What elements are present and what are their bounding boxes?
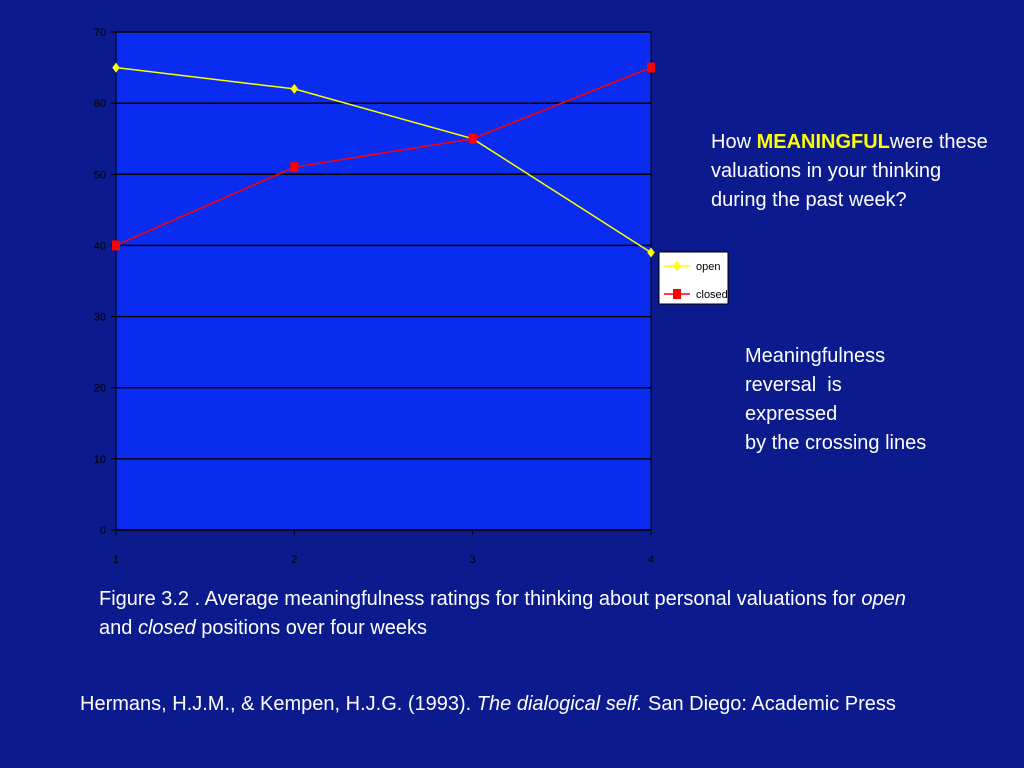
y-tick-label: 70	[93, 27, 106, 39]
y-tick-label: 30	[93, 311, 106, 324]
question-emphasis: MEANINGFUL	[756, 131, 890, 153]
y-tick-label: 20	[93, 382, 106, 395]
caption-italic-open: open	[861, 588, 906, 610]
x-tick-label: 3	[469, 554, 476, 566]
note-line-3: expressed	[745, 403, 838, 425]
caption-part-1: Figure 3.2 . Average meaningfulness ratings for thinking about personal valuations for	[99, 588, 862, 610]
x-tick-label: 2	[291, 554, 298, 566]
legend-marker-closed	[673, 289, 681, 299]
caption-part-3: positions over four weeks	[195, 617, 427, 639]
note-line-4: by the crossing lines	[745, 432, 927, 454]
point-closed-1	[112, 240, 120, 250]
y-tick-label: 0	[99, 525, 106, 537]
point-closed-2	[290, 162, 298, 172]
note-line-2: reversal is	[745, 374, 842, 396]
note-line-1: Meaningfulness	[745, 345, 886, 367]
legend	[659, 252, 728, 304]
citation-part-2: San Diego: Academic Press	[642, 693, 896, 715]
x-tick-label: 4	[647, 554, 655, 566]
y-tick-label: 60	[93, 98, 106, 111]
question-prefix: How	[711, 131, 757, 153]
caption-part-2: and	[99, 617, 138, 639]
y-tick-label: 40	[93, 240, 106, 253]
reversal-note	[745, 342, 1005, 458]
question-suffix: were these valuations in your thinking during the past week?	[711, 131, 988, 211]
point-closed-4	[647, 63, 655, 73]
citation-part-1: Hermans, H.J.M., & Kempen, H.J.G. (1993).	[80, 693, 477, 715]
caption-italic-closed: closed	[137, 617, 196, 639]
citation	[80, 690, 980, 719]
y-tick-label: 50	[93, 169, 106, 182]
figure-caption	[99, 585, 939, 643]
legend-label-closed: closed	[696, 289, 728, 301]
point-closed-3	[469, 134, 477, 144]
citation-title: The dialogical self.	[476, 693, 643, 715]
y-tick-label: 10	[93, 453, 106, 466]
x-tick-label: 1	[112, 554, 120, 566]
legend-label-open: open	[696, 261, 721, 273]
plot-area	[116, 32, 651, 530]
meaningful-question	[711, 128, 1001, 215]
